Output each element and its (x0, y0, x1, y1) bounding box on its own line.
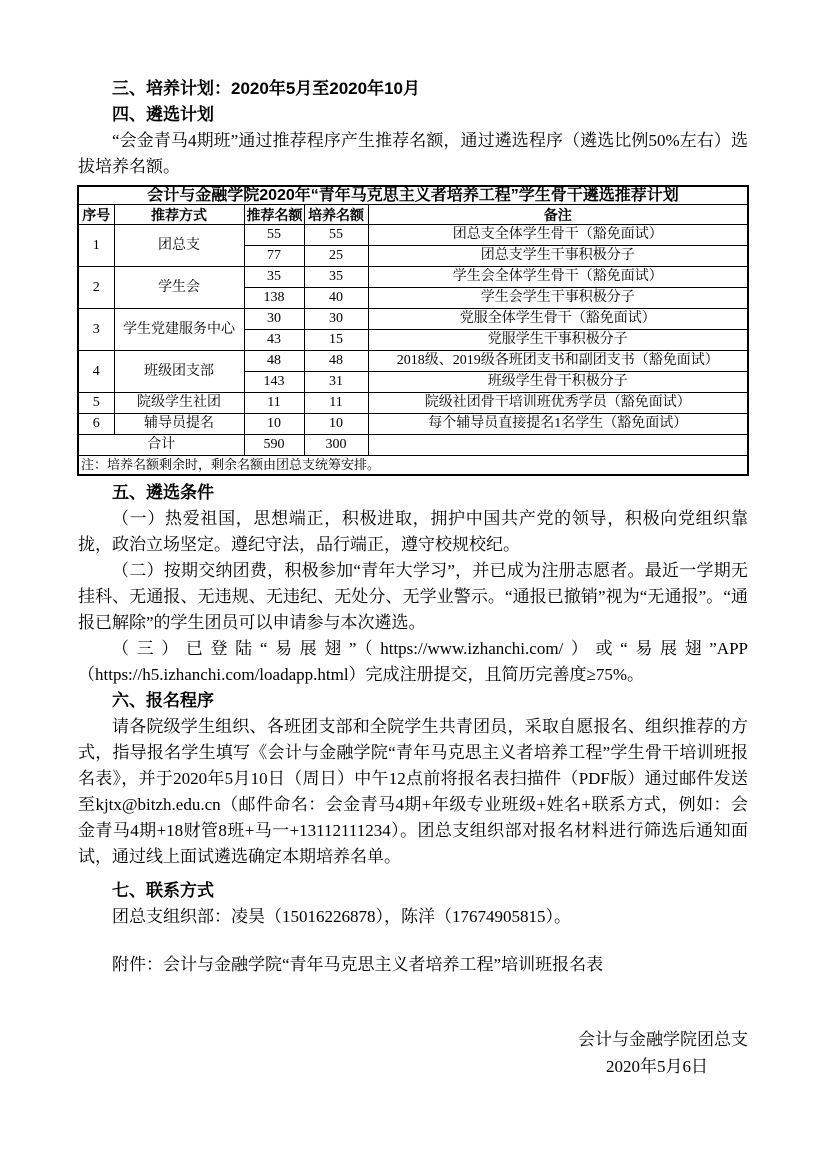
cell-recommend: 35 (244, 267, 304, 288)
header-recommend-quota: 推荐名额 (244, 205, 304, 225)
cell-method: 学生会 (114, 267, 244, 309)
total-recommend: 590 (244, 435, 304, 456)
section-4-heading: 四、遴选计划 (112, 105, 214, 124)
cell-remark: 学生会学生干事积极分子 (368, 288, 748, 309)
cell-remark: 每个辅导员直接提名1名学生（豁免面试） (368, 414, 748, 435)
table-row (78, 267, 748, 288)
cell-method: 学生党建服务中心 (114, 309, 244, 351)
table-row (78, 351, 748, 372)
section-5-heading: 五、遴选条件 (112, 483, 214, 502)
condition-3: （三）已登陆“易展翅”（https://www.izhanchi.com/）或“易展翅”APP（https://h5.izhanchi.com/loadapp.html）完成注册提交，且简历完善度≥75%。 (78, 639, 748, 684)
cell-train: 30 (304, 309, 368, 330)
cell-train: 15 (304, 330, 368, 351)
cell-recommend: 10 (244, 414, 304, 435)
cell-remark: 党服全体学生骨干（豁免面试） (368, 309, 748, 330)
cell-no: 1 (78, 225, 114, 267)
table-row (78, 225, 748, 246)
cell-recommend: 48 (244, 351, 304, 372)
cell-method: 辅导员提名 (114, 414, 244, 435)
cell-train: 31 (304, 372, 368, 393)
contact-line: 团总支组织部：凌昊（15016226878），陈洋（17674905815）。 (112, 907, 571, 926)
document-content (78, 76, 748, 1080)
cell-train: 11 (304, 393, 368, 414)
cell-method: 班级团支部 (114, 351, 244, 393)
cell-train: 40 (304, 288, 368, 309)
cell-recommend: 43 (244, 330, 304, 351)
table-total-row (78, 435, 748, 456)
section-7-heading: 七、联系方式 (112, 881, 214, 900)
table-row (78, 414, 748, 435)
cell-train: 25 (304, 246, 368, 267)
section-6-paragraph: 请各院级学生组织、各班团支部和全院学生共青团员，采取自愿报名、组织推荐的方式，指导报名学生填写《会计与金融学院“青年马克思主义者培养工程”学生骨干培训班报名表》，并于2020年5月10日（周日）中午12点前将报名表扫描件（PDF版）通过邮件发送至kjtx@bitzh.edu.cn（邮件命名：会金青马4期+年级专业班级+姓名+联系方式，例如：会金青马4期+18财管8班+马一+13112111234）。团总支组织部对报名材料进行筛选后通知面试，通过线上面试遴选确定本期培养名单。 (78, 717, 748, 866)
table-row (78, 393, 748, 414)
cell-remark: 院级社团骨干培训班优秀学员（豁免面试） (368, 393, 748, 414)
condition-2: （二）按期交纳团费，积极参加“青年大学习”，并已成为注册志愿者。最近一学期无挂科、无通报、无违规、无违纪、无处分、无学业警示。“通报已撤销”视为“无通报”。“通报已解除”的学生团员可以申请参与本次遴选。 (78, 561, 748, 632)
cell-recommend: 55 (244, 225, 304, 246)
total-train: 300 (304, 435, 368, 456)
header-no: 序号 (78, 205, 114, 225)
total-label: 合计 (78, 435, 244, 456)
cell-train: 10 (304, 414, 368, 435)
cell-train: 48 (304, 351, 368, 372)
section-6-heading: 六、报名程序 (112, 691, 214, 710)
cell-method: 团总支 (114, 225, 244, 267)
cell-remark: 2018级、2019级各班团支书和副团支书（豁免面试） (368, 351, 748, 372)
table-title-row (78, 186, 748, 205)
signature-date: 2020年5月6日 (606, 1057, 708, 1076)
table-row (78, 309, 748, 330)
signature-block (78, 1026, 748, 1080)
cell-remark: 党服学生干事积极分子 (368, 330, 748, 351)
attachment-line: 附件：会计与金融学院“青年马克思主义者培养工程”培训班报名表 (112, 955, 604, 974)
table-note-row (78, 456, 748, 476)
cell-no: 5 (78, 393, 114, 414)
section-3-heading: 三、培养计划：2020年5月至2020年10月 (112, 79, 420, 98)
total-remark (368, 435, 748, 456)
cell-no: 4 (78, 351, 114, 393)
signature-org: 会计与金融学院团总支 (578, 1030, 748, 1049)
cell-recommend: 143 (244, 372, 304, 393)
table-header-row (78, 205, 748, 225)
table-note: 注：培养名额剩余时，剩余名额由团总支统筹安排。 (78, 456, 748, 476)
header-train-quota: 培养名额 (304, 205, 368, 225)
cell-no: 6 (78, 414, 114, 435)
cell-remark: 班级学生骨干积极分子 (368, 372, 748, 393)
cell-train: 55 (304, 225, 368, 246)
cell-train: 35 (304, 267, 368, 288)
condition-1: （一）热爱祖国，思想端正，积极进取，拥护中国共产党的领导，积极向党组织靠拢，政治立场坚定。遵纪守法，品行端正，遵守校规校纪。 (78, 509, 748, 554)
header-method: 推荐方式 (114, 205, 244, 225)
cell-recommend: 30 (244, 309, 304, 330)
cell-remark: 学生会全体学生骨干（豁免面试） (368, 267, 748, 288)
selection-plan-table (77, 185, 749, 476)
section-4-paragraph: “会金青马4期班”通过推荐程序产生推荐名额，通过遴选程序（遴选比例50%左右）选拔培养名额。 (78, 131, 748, 176)
cell-recommend: 138 (244, 288, 304, 309)
cell-recommend: 11 (244, 393, 304, 414)
cell-no: 3 (78, 309, 114, 351)
cell-remark: 团总支全体学生骨干（豁免面试） (368, 225, 748, 246)
header-remark: 备注 (368, 205, 748, 225)
cell-recommend: 77 (244, 246, 304, 267)
cell-no: 2 (78, 267, 114, 309)
table-title: 会计与金融学院2020年“青年马克思主义者培养工程”学生骨干遴选推荐计划 (78, 186, 748, 205)
cell-method: 院级学生社团 (114, 393, 244, 414)
cell-remark: 团总支学生干事积极分子 (368, 246, 748, 267)
